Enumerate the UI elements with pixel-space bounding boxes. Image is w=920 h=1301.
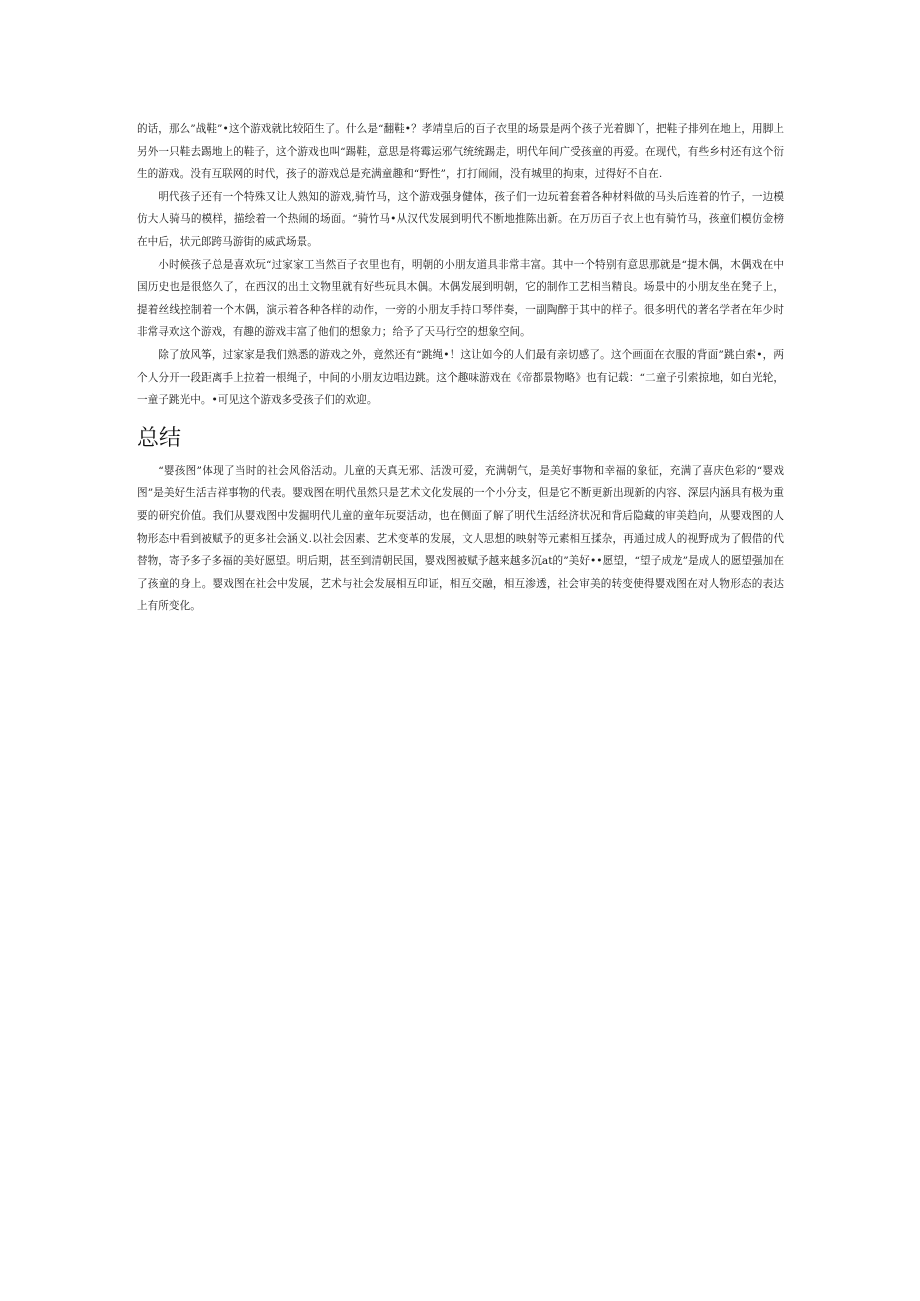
paragraph-summary: “婴孩图”体现了当时的社会风俗活动。儿童的天真无邪、活泼可爱，充满朝气，是美好事物和幸福的象征，充满了喜庆色彩的“婴戏图”是美好生活吉祥事物的代表。婴戏图在明代虽然只是艺术文化发展的一个小分支，但是它不断更新出现新的内容、深层内涵具有极为重要的研究价值。我们从婴戏图中发掘明代儿童的童年玩耍活动，也在侧面了解了明代生活经济状况和背后隐藏的审美趋向，从婴戏图的人物形态中看到被赋予的更多社会涵义.以社会因素、艺术变革的发展，文人思想的映射等元素相互揉杂，再通过成人的视野成为了假借的代替物，寄予多子多福的美好愿望。明后期，甚至到清朝民国，婴戏图被赋予越来越多沉at的”美好••愿望，“望子成龙”是成人的愿望强加在了孩童的身上。婴戏图在社会中发展，艺术与社会发展相互印证，相互交融，相互渗透，社会审美的转变使得婴戏图在对人物形态的表达上有所变化。 (137, 464, 784, 613)
paragraph-shoe-game: 的话，那么”战鞋”•这个游戏就比较陌生了。什么是“翻鞋•？孝靖皇后的百子衣里的场景是两个孩子光着脚丫，把鞋子排列在地上，用脚上另外一只鞋去踢地上的鞋子，这个游戏也叫“踢鞋，意思是将霉运邪气统统踢走，明代年间广受孩童的再爱。在现代，有些乡村还有这个衍生的游戏。没有互联网的时代，孩子的游戏总是充满童趣和“野性”，打打闹闹，没有城里的拘束，过得好不自在. (137, 123, 784, 181)
paragraph-jump-rope: 除了放风筝，过家家是我们熟悉的游戏之外，竟然还有“跳绳•！这让如今的人们最有亲切感了。这个画面在衣服的背面”跳白索•，两个人分开一段距离手上拉着一根绳子，中间的小朋友边唱边跳。这个趣味游戏在《帝都景物略》也有记载：“二童子引索掠地，如白光轮，一童子跳光中。•可见这个游戏多受孩子们的欢迎。 (137, 348, 784, 407)
section-heading-summary: 总结 (137, 425, 182, 451)
document-body (137, 118, 784, 618)
paragraph-puppet-play: 小时候孩子总是喜欢玩“过家家工当然百子衣里也有，明朝的小朋友道具非常丰富。其中一个特别有意思那就是“提木偶，木偶戏在中国历史也是很悠久了，在西汉的出土文物里就有好些玩具木偶。木偶发展到明朝，它的制作工艺相当精良。场景中的小朋友坐在凳子上，提着丝线控制着一个木偶，演示着各种各样的动作，一旁的小朋友手持口琴伴奏，一副陶醉于其中的样子。很多明代的著名学者在年少时非常寻欢这个游戏，有趣的游戏丰富了他们的想象力；给予了天马行空的想象空间。 (137, 258, 784, 339)
paragraph-bamboo-horse: 明代孩子还有一个特殊又让人熟知的游戏,骑竹马，这个游戏强身健体，孩子们一边玩着套着各种材料做的马头后连着的竹子，一边模仿大人骑马的模样，描绘着一个热闹的场面。“骑竹马•从汉代发展到明代不断地推陈出新。在万历百子衣上也有骑竹马，孩童们模仿金榜在中后，状元郎跨马游街的威武场景。 (137, 190, 784, 248)
